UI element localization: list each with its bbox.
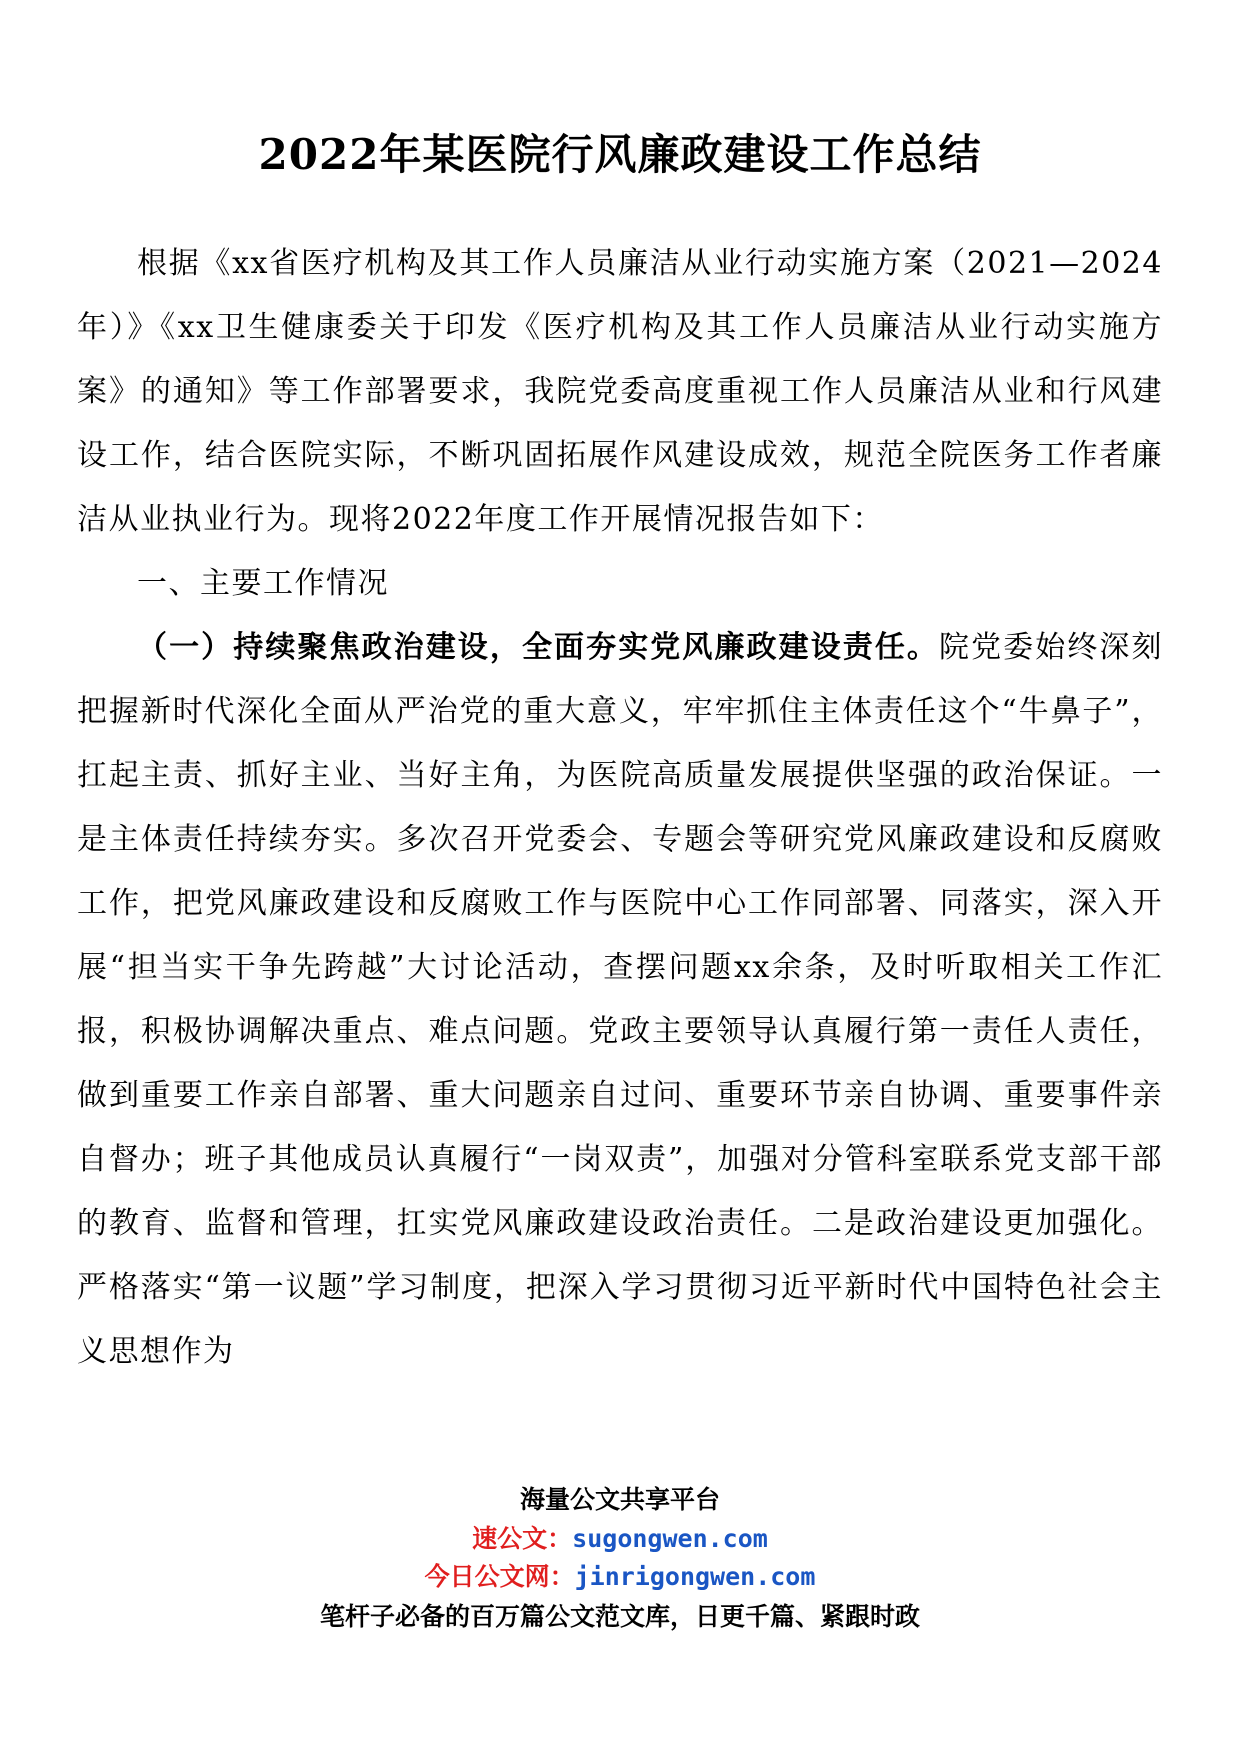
intro-paragraph: 根据《xx省医疗机构及其工作人员廉洁从业行动实施方案（2021—2024年）》《xx卫生健康委关于印发《医疗机构及其工作人员廉洁从业行动实施方案》的通知》等工作部署要求，我院党委高度重视工作人员廉洁从业和行风建设工作，结合医院实际，不断巩固拓展作风建设成效，规范全院医务工作者廉洁从业执业行为。现将2022年度工作开展情况报告如下：	[77, 246, 1163, 537]
site2-link[interactable]: jinrigongwen.com	[574, 1562, 816, 1591]
site2-label: 今日公文网：	[424, 1562, 575, 1591]
subsection-paragraph	[77, 616, 1163, 1384]
site1-link[interactable]: sugongwen.com	[572, 1524, 768, 1553]
document-title: 2022年某医院行风廉政建设工作总结	[258, 130, 982, 179]
footer-site2	[0, 1558, 1240, 1596]
site1-label: 速公文：	[472, 1524, 573, 1553]
subsection-body: 院党委始终深刻把握新时代深化全面从严治党的重大意义，牢牢抓住主体责任这个“牛鼻子”，扛起主责、抓好主业、当好主角，为医院高质量发展提供坚强的政治保证。一是主体责任持续夯实。多次召开党委会、专题会等研究党风廉政建设和反腐败工作，把党风廉政建设和反腐败工作与医院中心工作同部署、同落实，深入开展“担当实干争先跨越”大讨论活动，查摆问题xx余条，及时听取相关工作汇报，积极协调解决重点、难点问题。党政主要领导认真履行第一责任人责任，做到重要工作亲自部署、重大问题亲自过问、重要环节亲自协调、重要事件亲自督办；班子其他成员认真履行“一岗双责”，加强对分管科室联系党支部干部的教育、监督和管理，扛实党风廉政建设政治责任。二是政治建设更加强化。严格落实“第一议题”学习制度，把深入学习贯彻习近平新时代中国特色社会主义思想作为	[77, 630, 1163, 1369]
footer-slogan: 海量公文共享平台	[519, 1485, 720, 1514]
footer-tagline: 笔杆子必备的百万篇公文范文库，日更千篇、紧跟时政	[319, 1602, 920, 1631]
document-body	[77, 232, 1163, 1384]
footer-banner	[0, 1480, 1240, 1638]
footer-site1	[0, 1520, 1240, 1558]
subsection-lead: （一）持续聚焦政治建设，全面夯实党风廉政建设责任。	[137, 630, 940, 665]
section-heading: 一、主要工作情况	[137, 566, 389, 601]
